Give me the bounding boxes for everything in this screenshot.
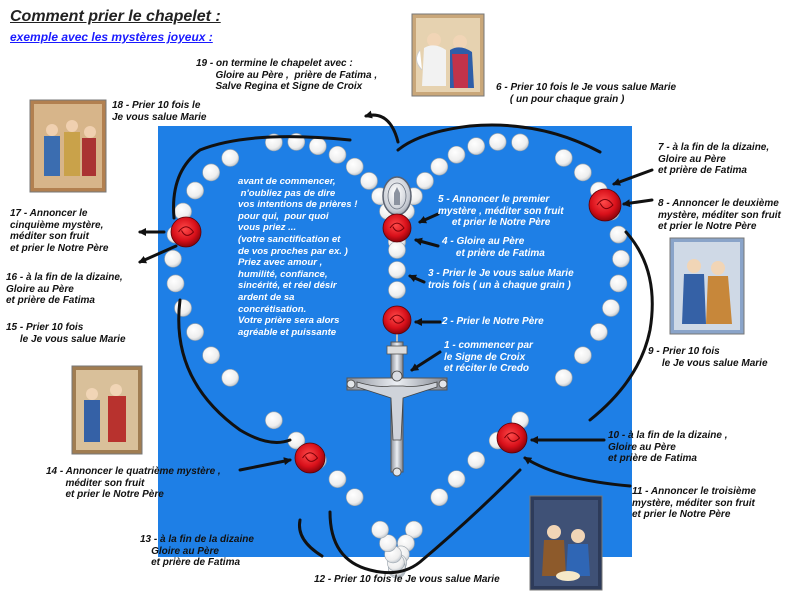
rose-bead-icon <box>171 217 201 247</box>
rose-bead-icon <box>295 443 325 473</box>
arrow-19 <box>366 115 398 142</box>
pearl-bead <box>610 226 627 243</box>
annunciation-picture <box>412 14 484 96</box>
pearl-bead <box>489 133 506 150</box>
step-2: 2 - Prier le Notre Père <box>442 316 544 327</box>
pearl-bead <box>329 146 346 163</box>
step-19: 19 - on termine le chapelet avec : Gloire au Père , prière de Fatima , Salve Regina et Signe de Croix <box>196 58 378 92</box>
pearl-bead <box>346 489 363 506</box>
pearl-bead <box>512 134 529 151</box>
step-6: 6 - Prier 10 fois le Je vous salue Marie ( un pour chaque grain ) <box>496 82 677 105</box>
step-1: 1 - commencer par le Signe de Croix et réciter le Credo <box>444 340 533 374</box>
step-10: 10 - à la fin de la dizaine , Gloire au Père et prière de Fatima <box>608 430 728 464</box>
pearl-bead <box>590 324 607 341</box>
presentation-picture <box>30 100 106 192</box>
step-11: 11 - Annoncer le troisième mystère, méditer son fruit et prier le Notre Père <box>632 486 756 520</box>
arrow-13 <box>299 520 322 556</box>
arrow-8 <box>624 200 652 204</box>
step-8: 8 - Annoncer le deuxième mystère, méditer son fruit et prier le Notre Père <box>658 198 781 232</box>
rose-bead-icon <box>589 189 621 221</box>
pearl-bead <box>574 347 591 364</box>
pearl-bead <box>613 250 630 267</box>
step-14: 14 - Annoncer le quatrième mystère , méditer son fruit et prier le Notre Père <box>46 466 221 500</box>
step-3: 3 - Prier le Je vous salue Marie trois fois ( un à chaque grain ) <box>428 268 574 291</box>
pearl-bead <box>468 452 485 469</box>
pearl-bead <box>448 471 465 488</box>
pearl-bead <box>431 489 448 506</box>
step-9: 9 - Prier 10 fois le Je vous salue Marie <box>648 346 768 369</box>
pearl-bead <box>417 172 434 189</box>
pearl-bead <box>602 300 619 317</box>
step-5: 5 - Annoncer le premier mystère , méditer son fruit et prier le Notre Père <box>438 194 564 228</box>
pearl-bead <box>175 300 192 317</box>
center-instructions: avant de commencer, n'oubliez pas de dire vos intentions de prières ! pour qui, pour quoi vous priez ... (votre sanctification et de vos proches par ex. ) Priez avec amour , humilité, confiance, sincérité, et réel désir ardent de sa concrétisation. Votre prière sera alors agréable et puissante <box>238 176 358 338</box>
pearl-bead <box>448 146 465 163</box>
pearl-bead <box>329 471 346 488</box>
pearl-bead <box>187 324 204 341</box>
pearl-bead <box>222 149 239 166</box>
crucifix-icon <box>347 342 447 476</box>
step-12: 12 - Prier 10 fois le Je vous salue Marie <box>314 574 500 585</box>
temple-picture <box>72 366 142 454</box>
pearl-bead <box>203 164 220 181</box>
arrow-14 <box>240 460 290 470</box>
arrow-3 <box>410 276 424 282</box>
step-17: 17 - Annoncer le cinquième mystère, méditer son fruit et prier le Notre Père <box>10 208 109 254</box>
step-15: 15 - Prier 10 fois le Je vous salue Marie <box>6 322 126 345</box>
pearl-bead <box>309 138 326 155</box>
pearl-bead <box>187 182 204 199</box>
step-4: 4 - Gloire au Père et prière de Fatima <box>442 236 545 259</box>
rose-bead-icon <box>497 423 527 453</box>
pearl-bead <box>165 250 182 267</box>
arrow-7 <box>614 170 652 184</box>
pearl-bead <box>431 158 448 175</box>
pearl-bead <box>167 275 184 292</box>
page-title: Comment prier le chapelet : <box>10 8 221 25</box>
arrow-5 <box>420 214 438 222</box>
pearl-bead <box>610 275 627 292</box>
pearl-bead <box>555 149 572 166</box>
arrow-1 <box>412 352 440 370</box>
nativity-picture <box>530 496 602 590</box>
pearl-bead <box>574 164 591 181</box>
pearl-bead <box>468 138 485 155</box>
step-16: 16 - à la fin de la dizaine, Gloire au Père et prière de Fatima <box>6 272 123 306</box>
arrow-4 <box>416 240 438 246</box>
pearl-bead <box>372 521 389 538</box>
arrow-12-bracket <box>330 470 520 573</box>
step-13: 13 - à la fin de la dizaine Gloire au Père et prière de Fatima <box>140 534 254 568</box>
pearl-bead <box>346 158 363 175</box>
step-18: 18 - Prier 10 fois le Je vous salue Marie <box>112 100 207 123</box>
page-subtitle: exemple avec les mystères joyeux : <box>10 30 213 44</box>
pearl-bead <box>555 369 572 386</box>
visitation-picture <box>670 238 744 334</box>
pearl-bead <box>203 347 220 364</box>
pearl-bead <box>222 369 239 386</box>
pearl-bead <box>265 412 282 429</box>
step-7: 7 - à la fin de la dizaine, Gloire au Père et prière de Fatima <box>658 142 770 176</box>
